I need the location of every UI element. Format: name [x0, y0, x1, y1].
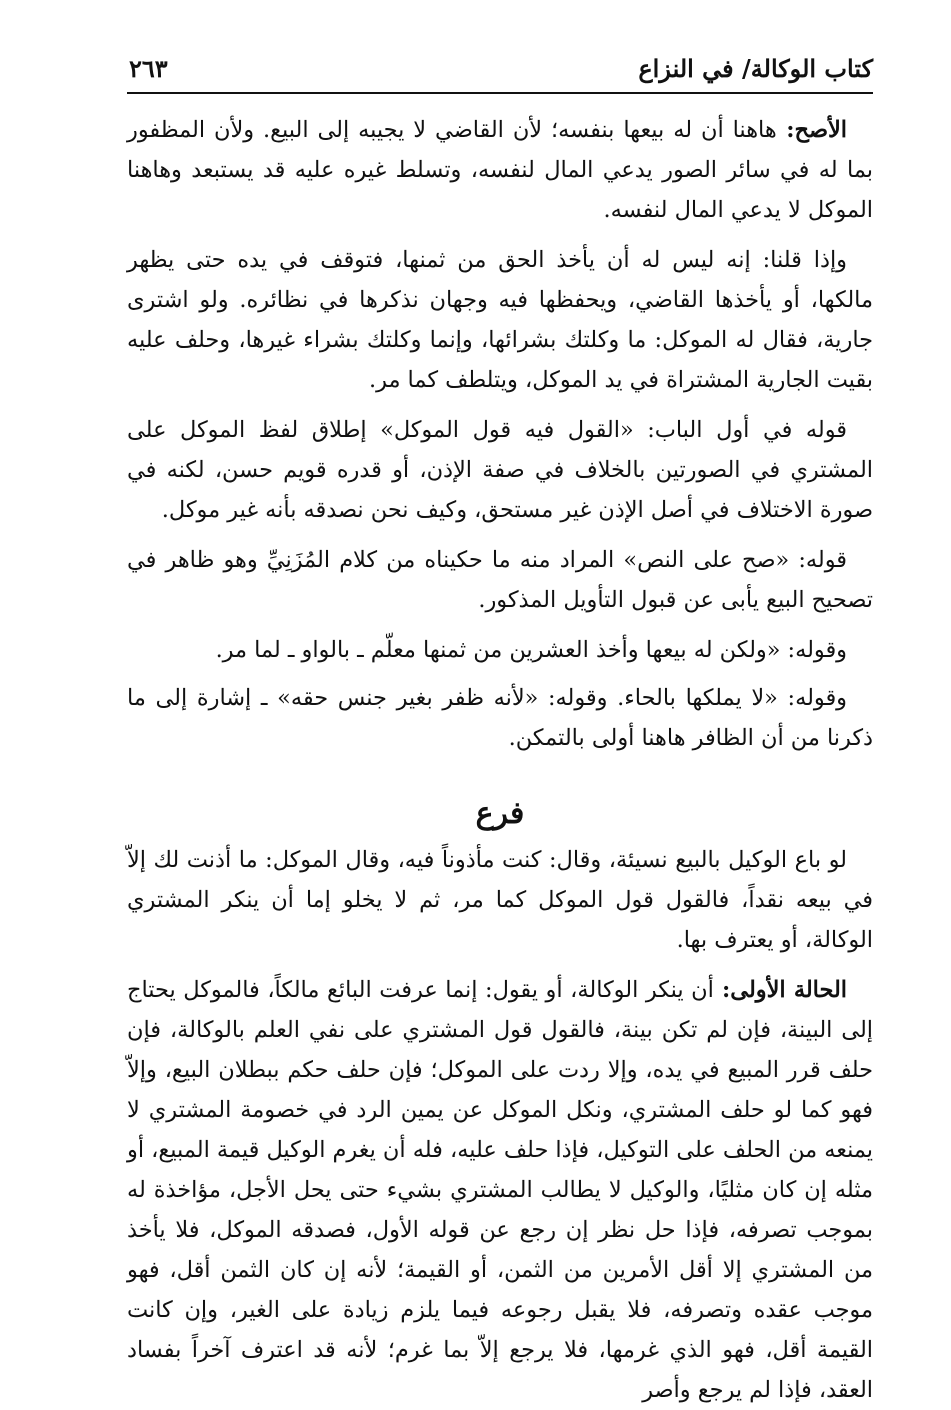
paragraph	[127, 110, 873, 230]
paragraph-text: هاهنا أن له بيعها بنفسه؛ لأن القاضي لا يجيبه إلى البيع. ولأن المظفور بما له في سائر الصور يدعي المال لنفسه، وتسلط غيره عليه قد يستبعد وهاهنا الموكل لا يدعي المال لنفسه.	[127, 117, 873, 223]
paragraph	[127, 840, 873, 960]
paragraph-text: وإذا قلنا: إنه ليس له أن يأخذ الحق من ثمنها، فتوقف في يده حتى يظهر مالكها، أو يأخذها القاضي، ويحفظها فيه وجهان نذكرها في نظائره. ولو اشترى جارية، فقال له الموكل: ما وكلتك بشرائها، وإنما وكلتك بشراء غيرها، وحلف عليه بقيت الجارية المشتراة في يد الموكل، ويتلطف كما مر.	[127, 247, 873, 393]
paragraph	[127, 678, 873, 758]
paragraph-text: قوله: «صح على النص» المراد منه ما حكيناه من كلام المُزَنِيِّ وهو ظاهر في تصحيح البيع يأبى عن قبول التأويل المذكور.	[127, 547, 873, 613]
page-body	[127, 110, 873, 1410]
paragraph	[127, 630, 873, 670]
paragraph	[127, 540, 873, 620]
paragraph	[127, 240, 873, 400]
running-title: كتاب الوكالة/ في النزاع	[638, 54, 873, 83]
paragraph	[127, 970, 873, 1410]
paragraph	[127, 410, 873, 530]
paragraph-text: وقوله: «لا يملكها بالحاء. وقوله: «لأنه ظفر بغير جنس حقه» ـ إشارة إلى ما ذكرنا من أن الظافر هاهنا أولى بالتمكن.	[127, 685, 873, 751]
paragraph-lead: الأصح:	[776, 117, 847, 143]
paragraph-text: قوله في أول الباب: «القول فيه قول الموكل» إطلاق لفظ الموكل على المشتري في الصورتين بالخلاف في صفة الإذن، أو قدره قويم حسن، لكنه في صورة الاختلاف في أصل الإذن غير مستحق، وكيف نحن نصدقه بأنه غير موكل.	[127, 417, 873, 523]
page-header	[127, 40, 873, 94]
paragraph-text: لو باع الوكيل بالبيع نسيئة، وقال: كنت مأذوناً فيه، وقال الموكل: ما أذنت لك إلاّ في بيعه نقداً، فالقول قول الموكل كما مر، ثم لا يخلو إما أن ينكر المشتري الوكالة، أو يعترف بها.	[127, 847, 873, 953]
paragraph-lead: الحالة الأولى:	[713, 977, 847, 1003]
paragraph-text: وقوله: «ولكن له بيعها وأخذ العشرين من ثمنها معلّم ـ بالواو ـ لما مر.	[215, 637, 847, 663]
paragraph-text: أن ينكر الوكالة، أو يقول: إنما عرفت البائع مالكاً، فالموكل يحتاج إلى البينة، فإن لم تكن بينة، فالقول قول المشتري على نفي العلم بالوكالة، فإن حلف قرر المبيع في يده، وإلا ردت على الموكل؛ فإن حلف حكم ببطلان البيع، وإلاّ فهو كما لو حلف المشتري، ونكل الموكل عن يمين الرد في خصومة المشتري لا يمنعه من الحلف على التوكيل، فإذا حلف عليه، فله أن يغرم الوكيل قيمة المبيع، أو مثله إن كان مثليًا، والوكيل لا يطالب المشتري بشيء حتى يحل الأجل، مؤاخذة له بموجب تصرفه، فإذا حل نظر إن رجع عن قوله الأول، فصدقه الموكل، فلا يأخذ من المشتري إلا أقل الأمرين من الثمن، أو القيمة؛ لأنه إن كان الثمن أقل، فهو موجب عقده وتصرفه، فلا يقبل رجوعه فيما يلزم زيادة على الغير، وإن كانت القيمة أقل، فهو الذي غرمها، فلا يرجع إلاّ بما غرم؛ لأنه قد اعترف آخراً بفساد العقد، فإذا لم يرجع وأصر	[127, 977, 873, 1403]
book-page	[127, 40, 873, 1403]
section-heading: فرع	[475, 796, 525, 831]
page-number: ٢٦٣	[129, 54, 168, 83]
